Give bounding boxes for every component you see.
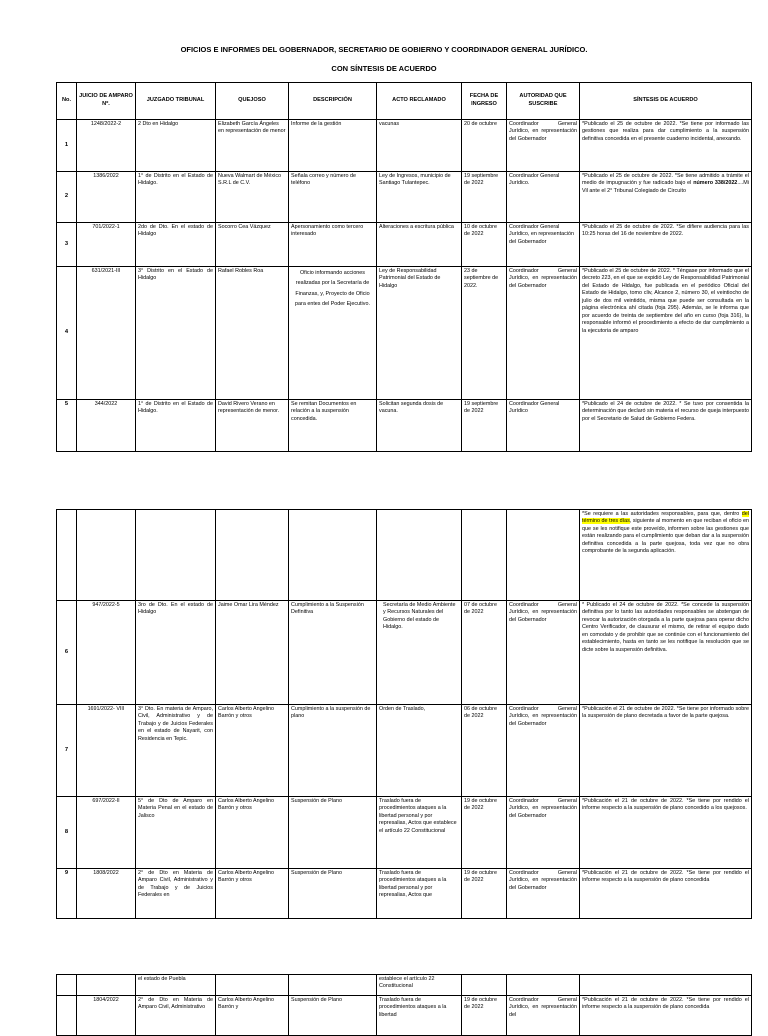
juzgado-cell: 2° de Dto en Materia de Amparo Civil, Administrativo y de Trabajo y de Juicios Federales en bbox=[136, 869, 216, 919]
table-row-continuation bbox=[57, 975, 752, 996]
juicio-cell bbox=[77, 975, 136, 996]
autoridad-cell: Coordinador General Jurídico. bbox=[507, 172, 580, 223]
document-title: OFICIOS E INFORMES DEL GOBERNADOR, SECRETARIO DE GOBIERNO Y COORDINADOR GENERAL JURÍDICO. bbox=[180, 45, 588, 54]
oficios-table-page-3 bbox=[56, 974, 752, 1036]
sintesis-cell: *Publicación el 21 de octubre de 2022. *Se tiene por informado sobre la suspensión de plano decretada a favor de la parte quejosa. bbox=[580, 705, 752, 797]
juicio-cell: 697/2022-II bbox=[77, 797, 136, 869]
table-row bbox=[57, 223, 752, 267]
acto-cell: Traslado fuera de procedimientos ataques a la libertad personal y por represalias, Actos que establece el artículo 22 Constitucional bbox=[377, 797, 462, 869]
fecha-cell: 06 de octubre de 2022 bbox=[462, 705, 507, 797]
table-row bbox=[57, 705, 752, 797]
sintesis-cell bbox=[580, 172, 752, 223]
table-row bbox=[57, 601, 752, 705]
quejoso-cell: Socorro Cea Vázquez bbox=[216, 223, 289, 267]
sintesis-cell bbox=[580, 510, 752, 601]
descripcion-cell: Oficio informando acciones realizadas por la Secretaría de Finanzas, y, Proyecto de Oficio para entes del Poder Ejecutivo. bbox=[289, 267, 377, 400]
fecha-cell: 19 septiembre de 2022 bbox=[462, 400, 507, 452]
descripcion-cell bbox=[289, 975, 377, 996]
row-number bbox=[57, 510, 77, 601]
quejoso-cell: Carlos Alberto Angelino Barrón y bbox=[216, 996, 289, 1036]
juicio-cell: 947/2022-5 bbox=[77, 601, 136, 705]
descripcion-cell: Suspensión de Plano bbox=[289, 869, 377, 919]
juicio-cell: 1248/2022-2 bbox=[77, 120, 136, 172]
row-number: 4 bbox=[57, 267, 77, 400]
acto-cell: Ley de Ingresos, municipio de Santiago Tulantepec. bbox=[377, 172, 462, 223]
juzgado-cell: 2° de Dto en Materia de Amparo Civil, Administrativo bbox=[136, 996, 216, 1036]
highlighted-term: del término de tres días bbox=[582, 511, 749, 525]
descripcion-cell: Se remitan Documentos en relación a la suspensión concedida. bbox=[289, 400, 377, 452]
row-number bbox=[57, 975, 77, 996]
sintesis-cell: *Publicación el 21 de octubre de 2022. *Se tiene por rendido el informe respecto a la suspensión de plano concedida bbox=[580, 996, 752, 1036]
fecha-cell: 10 de octubre de 2022 bbox=[462, 223, 507, 267]
acto-cell: Secretaría de Medio Ambiente y Recursos Naturales del Gobierno del estado de Hidalgo. bbox=[377, 601, 462, 705]
acto-cell: Solicitan segunda dosis de vacuna. bbox=[377, 400, 462, 452]
juzgado-cell: 3ro de Dto. En el estado de Hidalgo bbox=[136, 601, 216, 705]
acto-cell bbox=[377, 510, 462, 601]
header-autoridad: AUTORIDAD QUE SUSCRIBE bbox=[507, 83, 580, 120]
quejoso-cell: Rafael Robles Roa bbox=[216, 267, 289, 400]
sintesis-cell: *Publicado el 25 de octubre de 2022. * Téngase por informado que el decreto 223, en el que se expidió Ley de Responsabilidad Patrimonial del Estado de Hidalgo, fue publicada en el periódico Oficial del Estado de Hidalgo, tomo cliv, Alcance 2, número 30, el veintiocho de julio de dos mil veintidós, misma que puede ser consultada en la página electrónica ahí citada (foja 295). Además, se le informa que por acuerdo de treinta de septiembre del año en curso (foja 316), la responsable informó el procedimiento a efecto de dar cumplimiento a la ejecutoria de amparo bbox=[580, 267, 752, 400]
sintesis-text: ....Mi Vil ante el 2° Tribunal Colegiado de Circuito bbox=[582, 180, 749, 194]
fecha-cell bbox=[462, 510, 507, 601]
table-row-continuation bbox=[57, 510, 752, 601]
autoridad-cell: Coordinador General Jurídico, en representación del Gobernador bbox=[507, 705, 580, 797]
autoridad-cell: Coordinador General Jurídico, en representación del Gobernador bbox=[507, 869, 580, 919]
juzgado-cell: 3° Distrito en el Estado de Hidalgo bbox=[136, 267, 216, 400]
fecha-cell: 19 septiembre de 2022 bbox=[462, 172, 507, 223]
table-row bbox=[57, 400, 752, 452]
juzgado-cell: 1° de Distrito en el Estado de Hidalgo. bbox=[136, 172, 216, 223]
header-fecha: FECHA DE INGRESO bbox=[462, 83, 507, 120]
juicio-cell: 1808/2022 bbox=[77, 869, 136, 919]
juicio-cell: 631/2021-III bbox=[77, 267, 136, 400]
quejoso-cell: Carlos Alberto Angelino Barrón y otros bbox=[216, 705, 289, 797]
fecha-cell: 23 de septiembre de 2022. bbox=[462, 267, 507, 400]
juzgado-cell: 2 Dto en Hidalgo bbox=[136, 120, 216, 172]
header-quejoso: QUEJOSO bbox=[216, 83, 289, 120]
acto-cell: Traslado fuera de procedimientos ataques a la libertad personal y por represalias, Actos que bbox=[377, 869, 462, 919]
sintesis-cell: *Publicado el 25 de octubre de 2022. *Se tiene por informado las gestiones que realiza para dar cumplimiento a la suspensión definitiva concedida en el presente cuaderno incidental, anexando. bbox=[580, 120, 752, 172]
juzgado-cell: 5° de Dto de Amparo en Materia Penal en el estado de Jalisco bbox=[136, 797, 216, 869]
quejoso-cell: Jaime Omar Lira Méndez bbox=[216, 601, 289, 705]
acto-cell: establece el artículo 22 Constitucional bbox=[377, 975, 462, 996]
autoridad-cell: Coordinador General Jurídico, en representación del bbox=[507, 996, 580, 1036]
sintesis-text: *Se requiere a las autoridades responsables, para que, dentro bbox=[582, 511, 742, 517]
acto-cell: Alteraciones a escritura pública bbox=[377, 223, 462, 267]
oficios-table-page-1 bbox=[56, 82, 752, 452]
sintesis-bold-number: número 338/2022 bbox=[693, 180, 738, 187]
acto-cell: vacunas bbox=[377, 120, 462, 172]
sintesis-cell: *Publicación el 21 de octubre de 2022. *Se tiene por rendido el informe respecto a la suspensión de plano concedido a los quejosos. bbox=[580, 797, 752, 869]
header-row bbox=[57, 83, 752, 120]
juicio-cell: 344/2022 bbox=[77, 400, 136, 452]
descripcion-cell: Señala correo y número de teléfono bbox=[289, 172, 377, 223]
row-number: 1 bbox=[57, 120, 77, 172]
row-number bbox=[57, 996, 77, 1036]
quejoso-cell bbox=[216, 510, 289, 601]
header-juicio: JUICIO DE AMPARO Nº. bbox=[77, 83, 136, 120]
juicio-cell: 1804/2022 bbox=[77, 996, 136, 1036]
sintesis-cell bbox=[580, 975, 752, 996]
juicio-cell bbox=[77, 510, 136, 601]
juzgado-cell: 2do de Dto. En el estado de Hidalgo bbox=[136, 223, 216, 267]
acto-cell: Ley de Responsabilidad Patrimonial del Estado de Hidalgo bbox=[377, 267, 462, 400]
autoridad-cell: Coordinador General Jurídico, en representación del Gobernador bbox=[507, 223, 580, 267]
row-number: 6 bbox=[57, 601, 77, 705]
descripcion-cell bbox=[289, 510, 377, 601]
fecha-cell: 20 de octubre bbox=[462, 120, 507, 172]
sintesis-text: , siguiente al momento en que reciban el oficio en que se les notifique este proveído, informen sobre las gestiones que están realizando para el cumplimiento que deban dar a la suspensión definitiva concedida a la parte quejosa, toda vez que no obra comprobante de la segunda aplicación. bbox=[582, 518, 749, 555]
fecha-cell bbox=[462, 975, 507, 996]
juicio-cell: 1691/2022- VIII bbox=[77, 705, 136, 797]
table-row bbox=[57, 267, 752, 400]
row-number: 5 bbox=[57, 400, 77, 452]
fecha-cell: 07 de octubre de 2022 bbox=[462, 601, 507, 705]
acto-cell: Orden de Traslado, bbox=[377, 705, 462, 797]
autoridad-cell bbox=[507, 975, 580, 996]
header-no: No. bbox=[57, 83, 77, 120]
header-descripcion: DESCRIPCIÓN bbox=[289, 83, 377, 120]
quejoso-cell: Carlos Alberto Angelino Barrón y otros bbox=[216, 797, 289, 869]
sintesis-cell: *Publicado el 24 de octubre de 2022. * Se tuvo por consentida la determinación que declaró sin materia el recurso de queja interpuesto por el Secretario de Salud de Gobierno Federa. bbox=[580, 400, 752, 452]
juzgado-cell: 1° de Distrito en el Estado de Hidalgo. bbox=[136, 400, 216, 452]
sintesis-cell: *Publicación el 21 de octubre de 2022. *Se tiene por rendido el informe respecto a la suspensión de plano concedida bbox=[580, 869, 752, 919]
sintesis-text: *Publicado el 25 de octubre de 2022. *Se tiene admitido a trámite el medio de impugnación y fue radicado bajo el bbox=[582, 173, 749, 187]
autoridad-cell: Coordinador General Jurídico, en representación del Gobernador bbox=[507, 120, 580, 172]
fecha-cell: 19 de octubre de 2022 bbox=[462, 869, 507, 919]
header-juzgado: JUZGADO TRIBUNAL bbox=[136, 83, 216, 120]
descripcion-cell: Apersonamiento como tercero interesado bbox=[289, 223, 377, 267]
table-row bbox=[57, 996, 752, 1036]
row-number: 8 bbox=[57, 797, 77, 869]
quejoso-cell bbox=[216, 975, 289, 996]
quejoso-cell: Carlos Alberto Angelino Barrón y otros bbox=[216, 869, 289, 919]
descripcion-cell: Informe de la gestión bbox=[289, 120, 377, 172]
fecha-cell: 19 de octubre de 2022 bbox=[462, 797, 507, 869]
juicio-cell: 701/2022-1 bbox=[77, 223, 136, 267]
quejoso-cell: David Rivero Verano en representación de menor. bbox=[216, 400, 289, 452]
quejoso-cell: Elizabeth García Ángeles en representación de menor bbox=[216, 120, 289, 172]
quejoso-cell: Nueva Walmart de México S.R.L de C.V. bbox=[216, 172, 289, 223]
autoridad-cell bbox=[507, 510, 580, 601]
juzgado-cell: 3° Dto. En materia de Amparo, Civil, Administrativo y de Trabajo y de Juicios Federales en el estado de Nayarit, con Residencia en Tepic. bbox=[136, 705, 216, 797]
autoridad-cell: Coordinador General Jurídico, en representación del Gobernador bbox=[507, 267, 580, 400]
table-row bbox=[57, 172, 752, 223]
juzgado-cell bbox=[136, 510, 216, 601]
autoridad-cell: Coordinador General Jurídico, en representación del Gobernador bbox=[507, 797, 580, 869]
row-number: 2 bbox=[57, 172, 77, 223]
juicio-cell: 1386/2022 bbox=[77, 172, 136, 223]
sintesis-cell: * Publicado el 24 de octubre de 2022. *Se concede la suspensión definitiva por lo tanto las autoridades responsables se abstengan de revocar la autorización otorgada a la parte quejosa para operar dicho Centro Verificador, de clausurar el mismo, de retirar el equipo dado en comodato y de prohibir que se continúe con el funcionamiento del establecimiento, hasta en tanto se les notifique la resolución que se dicte sobre la suspensión definitiva. bbox=[580, 601, 752, 705]
descripcion-cell: Suspensión de Plano bbox=[289, 996, 377, 1036]
fecha-cell: 19 de octubre de 2022 bbox=[462, 996, 507, 1036]
row-number: 9 bbox=[57, 869, 77, 919]
acto-cell: Traslado fuera de procedimientos ataques a la libertad bbox=[377, 996, 462, 1036]
autoridad-cell: Coordinador General Jurídico bbox=[507, 400, 580, 452]
row-number: 7 bbox=[57, 705, 77, 797]
descripcion-cell: Cumplimiento a la Suspensión Definitiva bbox=[289, 601, 377, 705]
descripcion-cell: Suspensión de Plano bbox=[289, 797, 377, 869]
table-row bbox=[57, 797, 752, 869]
table-row bbox=[57, 869, 752, 919]
header-sintesis: SÍNTESIS DE ACUERDO bbox=[580, 83, 752, 120]
document-subtitle: CON SÍNTESIS DE ACUERDO bbox=[331, 64, 437, 73]
descripcion-cell: Cumplimiento a la suspensión de plano bbox=[289, 705, 377, 797]
sintesis-cell: *Publicado el 25 de octubre de 2022. *Se difiere audiencia para las 10:25 horas del 16 de noviembre de 2022. bbox=[580, 223, 752, 267]
row-number: 3 bbox=[57, 223, 77, 267]
header-acto: ACTO RECLAMADO bbox=[377, 83, 462, 120]
table-row bbox=[57, 120, 752, 172]
autoridad-cell: Coordinador General Jurídico, en representación del Gobernador bbox=[507, 601, 580, 705]
oficios-table-page-2 bbox=[56, 509, 752, 919]
juzgado-cell: el estado de Puebla bbox=[136, 975, 216, 996]
